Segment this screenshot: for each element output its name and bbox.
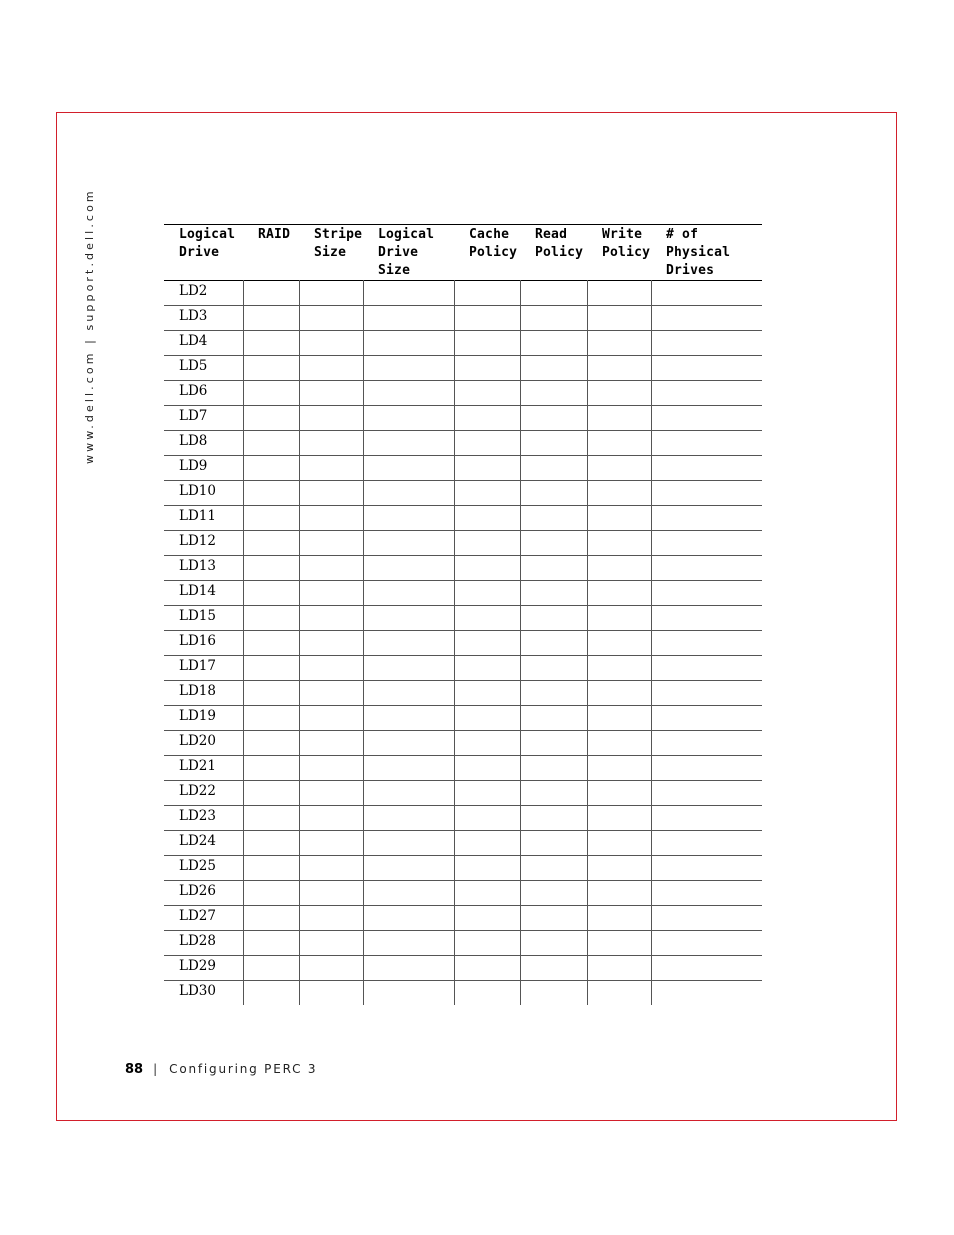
logical-drive-label: LD12 xyxy=(164,531,243,556)
blank-entry-cell xyxy=(243,906,299,931)
blank-entry-cell xyxy=(363,281,454,306)
logical-drive-label: LD10 xyxy=(164,481,243,506)
footer-separator: | xyxy=(153,1062,158,1076)
blank-entry-cell xyxy=(651,281,762,306)
page-footer xyxy=(125,1062,317,1077)
blank-entry-cell xyxy=(299,581,363,606)
blank-entry-cell xyxy=(587,281,651,306)
column-header-line: Policy xyxy=(535,245,584,260)
blank-entry-cell xyxy=(454,981,520,1006)
blank-entry-cell xyxy=(651,556,762,581)
blank-entry-cell xyxy=(299,431,363,456)
table-body xyxy=(164,281,762,1006)
blank-entry-cell xyxy=(363,806,454,831)
blank-entry-cell xyxy=(520,506,587,531)
blank-entry-cell xyxy=(587,756,651,781)
logical-drive-label: LD19 xyxy=(164,706,243,731)
blank-entry-cell xyxy=(587,956,651,981)
blank-entry-cell xyxy=(520,906,587,931)
blank-entry-cell xyxy=(243,956,299,981)
blank-entry-cell xyxy=(587,481,651,506)
column-header-line: Drive Size xyxy=(378,245,419,278)
table-row xyxy=(164,356,762,381)
blank-entry-cell xyxy=(299,906,363,931)
blank-entry-cell xyxy=(299,381,363,406)
blank-entry-cell xyxy=(587,631,651,656)
blank-entry-cell xyxy=(587,431,651,456)
blank-entry-cell xyxy=(587,306,651,331)
blank-entry-cell xyxy=(520,631,587,656)
logical-drive-label: LD17 xyxy=(164,656,243,681)
logical-drive-label: LD18 xyxy=(164,681,243,706)
blank-entry-cell xyxy=(243,356,299,381)
blank-entry-cell xyxy=(520,281,587,306)
blank-entry-cell xyxy=(651,481,762,506)
blank-entry-cell xyxy=(243,406,299,431)
table-row xyxy=(164,756,762,781)
blank-entry-cell xyxy=(299,706,363,731)
blank-entry-cell xyxy=(454,281,520,306)
blank-entry-cell xyxy=(651,456,762,481)
logical-drive-label: LD28 xyxy=(164,931,243,956)
blank-entry-cell xyxy=(243,281,299,306)
blank-entry-cell xyxy=(299,481,363,506)
blank-entry-cell xyxy=(587,506,651,531)
blank-entry-cell xyxy=(299,681,363,706)
blank-entry-cell xyxy=(363,406,454,431)
blank-entry-cell xyxy=(651,981,762,1006)
blank-entry-cell xyxy=(454,706,520,731)
blank-entry-cell xyxy=(363,956,454,981)
table-row xyxy=(164,406,762,431)
logical-drive-label: LD15 xyxy=(164,606,243,631)
table-row xyxy=(164,531,762,556)
blank-entry-cell xyxy=(587,881,651,906)
table-row xyxy=(164,481,762,506)
blank-entry-cell xyxy=(587,781,651,806)
blank-entry-cell xyxy=(363,731,454,756)
blank-entry-cell xyxy=(243,806,299,831)
logical-drive-label: LD14 xyxy=(164,581,243,606)
blank-entry-cell xyxy=(243,856,299,881)
table-row xyxy=(164,856,762,881)
blank-entry-cell xyxy=(651,381,762,406)
blank-entry-cell xyxy=(363,581,454,606)
blank-entry-cell xyxy=(454,831,520,856)
blank-entry-cell xyxy=(520,306,587,331)
blank-entry-cell xyxy=(299,881,363,906)
blank-entry-cell xyxy=(454,456,520,481)
table-row xyxy=(164,956,762,981)
blank-entry-cell xyxy=(520,606,587,631)
blank-entry-cell xyxy=(587,531,651,556)
blank-entry-cell xyxy=(651,756,762,781)
logical-drive-label: LD26 xyxy=(164,881,243,906)
blank-entry-cell xyxy=(363,331,454,356)
blank-entry-cell xyxy=(454,906,520,931)
blank-entry-cell xyxy=(651,731,762,756)
blank-entry-cell xyxy=(299,306,363,331)
blank-entry-cell xyxy=(454,781,520,806)
blank-entry-cell xyxy=(651,856,762,881)
side-url-text: www.dell.com | support.dell.com xyxy=(83,188,96,464)
table-row xyxy=(164,931,762,956)
table-row xyxy=(164,281,762,306)
table-row xyxy=(164,731,762,756)
logical-drive-table xyxy=(164,224,762,1005)
logical-drive-label: LD16 xyxy=(164,631,243,656)
blank-entry-cell xyxy=(243,981,299,1006)
blank-entry-cell xyxy=(651,306,762,331)
blank-entry-cell xyxy=(243,831,299,856)
blank-entry-cell xyxy=(363,556,454,581)
blank-entry-cell xyxy=(520,556,587,581)
blank-entry-cell xyxy=(520,831,587,856)
table-row xyxy=(164,606,762,631)
blank-entry-cell xyxy=(651,431,762,456)
blank-entry-cell xyxy=(299,531,363,556)
logical-drive-label: LD22 xyxy=(164,781,243,806)
table-row xyxy=(164,706,762,731)
blank-entry-cell xyxy=(587,556,651,581)
blank-entry-cell xyxy=(243,381,299,406)
blank-entry-cell xyxy=(520,481,587,506)
blank-entry-cell xyxy=(520,531,587,556)
blank-entry-cell xyxy=(520,706,587,731)
logical-drive-label: LD13 xyxy=(164,556,243,581)
column-header-line: Write xyxy=(602,227,643,242)
blank-entry-cell xyxy=(520,406,587,431)
blank-entry-cell xyxy=(520,756,587,781)
table-row xyxy=(164,456,762,481)
blank-entry-cell xyxy=(454,356,520,381)
blank-entry-cell xyxy=(587,981,651,1006)
blank-entry-cell xyxy=(363,456,454,481)
blank-entry-cell xyxy=(363,856,454,881)
blank-entry-cell xyxy=(587,656,651,681)
column-header xyxy=(520,225,587,281)
blank-entry-cell xyxy=(587,681,651,706)
blank-entry-cell xyxy=(299,331,363,356)
blank-entry-cell xyxy=(454,481,520,506)
logical-drive-label: LD30 xyxy=(179,983,216,999)
blank-entry-cell xyxy=(299,781,363,806)
blank-entry-cell xyxy=(299,731,363,756)
column-header xyxy=(363,225,454,281)
column-header-line: Size xyxy=(314,245,347,260)
blank-entry-cell xyxy=(454,406,520,431)
column-header-line: Policy xyxy=(469,245,518,260)
blank-entry-cell xyxy=(520,331,587,356)
blank-entry-cell xyxy=(243,731,299,756)
logical-drive-label: LD5 xyxy=(164,356,243,381)
column-header xyxy=(299,225,363,281)
blank-entry-cell xyxy=(587,906,651,931)
blank-entry-cell xyxy=(363,381,454,406)
section-title: Configuring PERC 3 xyxy=(169,1062,318,1076)
blank-entry-cell xyxy=(651,531,762,556)
blank-entry-cell xyxy=(363,481,454,506)
logical-drive-label: LD9 xyxy=(164,456,243,481)
table-row xyxy=(164,631,762,656)
blank-entry-cell xyxy=(651,906,762,931)
logical-drive-label: LD4 xyxy=(164,331,243,356)
blank-entry-cell xyxy=(651,881,762,906)
blank-entry-cell xyxy=(651,606,762,631)
blank-entry-cell xyxy=(587,806,651,831)
table-row xyxy=(164,906,762,931)
blank-entry-cell xyxy=(520,681,587,706)
blank-entry-cell xyxy=(363,606,454,631)
logical-drive-label: LD29 xyxy=(164,956,243,981)
blank-entry-cell xyxy=(520,881,587,906)
blank-entry-cell xyxy=(363,306,454,331)
blank-entry-cell xyxy=(454,531,520,556)
blank-entry-cell xyxy=(243,706,299,731)
blank-entry-cell xyxy=(299,456,363,481)
blank-entry-cell xyxy=(520,356,587,381)
blank-entry-cell xyxy=(520,381,587,406)
blank-entry-cell xyxy=(243,881,299,906)
blank-entry-cell xyxy=(454,506,520,531)
column-header-line: Drives xyxy=(666,263,715,278)
blank-entry-cell xyxy=(454,606,520,631)
blank-entry-cell xyxy=(299,931,363,956)
blank-entry-cell xyxy=(243,656,299,681)
blank-entry-cell xyxy=(299,556,363,581)
blank-entry-cell xyxy=(363,881,454,906)
blank-entry-cell xyxy=(454,956,520,981)
logical-drive-label: LD11 xyxy=(164,506,243,531)
blank-entry-cell xyxy=(520,431,587,456)
column-header-line: Logical xyxy=(179,227,236,242)
blank-entry-cell xyxy=(243,681,299,706)
blank-entry-cell xyxy=(299,981,363,1006)
blank-entry-cell xyxy=(454,931,520,956)
blank-entry-cell xyxy=(587,856,651,881)
blank-entry-cell xyxy=(587,731,651,756)
blank-entry-cell xyxy=(243,531,299,556)
blank-entry-cell xyxy=(454,856,520,881)
column-header-line: Logical xyxy=(378,227,435,242)
blank-entry-cell xyxy=(363,931,454,956)
blank-entry-cell xyxy=(243,306,299,331)
blank-entry-cell xyxy=(299,656,363,681)
blank-entry-cell xyxy=(520,781,587,806)
logical-drive-label: LD6 xyxy=(164,381,243,406)
blank-entry-cell xyxy=(651,331,762,356)
blank-entry-cell xyxy=(520,581,587,606)
blank-entry-cell xyxy=(299,956,363,981)
blank-entry-cell xyxy=(299,506,363,531)
table-row xyxy=(164,881,762,906)
logical-drive-label: LD3 xyxy=(164,306,243,331)
blank-entry-cell xyxy=(454,431,520,456)
blank-entry-cell xyxy=(520,981,587,1006)
table-row xyxy=(164,656,762,681)
blank-entry-cell xyxy=(587,931,651,956)
blank-entry-cell xyxy=(243,756,299,781)
blank-entry-cell xyxy=(363,656,454,681)
blank-entry-cell xyxy=(520,656,587,681)
blank-entry-cell xyxy=(651,806,762,831)
table-row xyxy=(164,306,762,331)
blank-entry-cell xyxy=(454,631,520,656)
blank-entry-cell xyxy=(299,856,363,881)
column-header xyxy=(454,225,520,281)
table-row xyxy=(164,681,762,706)
blank-entry-cell xyxy=(651,831,762,856)
blank-entry-cell xyxy=(299,631,363,656)
blank-entry-cell xyxy=(520,456,587,481)
blank-entry-cell xyxy=(243,606,299,631)
table-row xyxy=(164,981,762,1006)
table-row xyxy=(164,431,762,456)
blank-entry-cell xyxy=(651,581,762,606)
blank-entry-cell xyxy=(651,931,762,956)
column-header-line: Cache xyxy=(469,227,510,242)
logical-drive-label: LD23 xyxy=(164,806,243,831)
blank-entry-cell xyxy=(363,906,454,931)
blank-entry-cell xyxy=(243,631,299,656)
blank-entry-cell xyxy=(520,856,587,881)
blank-entry-cell xyxy=(587,831,651,856)
blank-entry-cell xyxy=(520,931,587,956)
column-header-line: Read xyxy=(535,227,568,242)
blank-entry-cell xyxy=(454,331,520,356)
table-row xyxy=(164,381,762,406)
table-header xyxy=(164,225,762,281)
blank-entry-cell xyxy=(363,631,454,656)
blank-entry-cell xyxy=(454,756,520,781)
blank-entry-cell xyxy=(243,781,299,806)
blank-entry-cell xyxy=(363,781,454,806)
column-header-line: # of Physical xyxy=(666,227,731,260)
logical-drive-label: LD8 xyxy=(164,431,243,456)
blank-entry-cell xyxy=(587,381,651,406)
blank-entry-cell xyxy=(520,806,587,831)
page-number: 88 xyxy=(125,1062,144,1077)
table-row xyxy=(164,781,762,806)
blank-entry-cell xyxy=(243,331,299,356)
blank-entry-cell xyxy=(587,581,651,606)
logical-drive-label: LD7 xyxy=(164,406,243,431)
blank-entry-cell xyxy=(520,731,587,756)
blank-entry-cell xyxy=(587,331,651,356)
blank-entry-cell xyxy=(363,531,454,556)
blank-entry-cell xyxy=(454,306,520,331)
blank-entry-cell xyxy=(651,506,762,531)
blank-entry-cell xyxy=(651,656,762,681)
blank-entry-cell xyxy=(299,281,363,306)
side-url xyxy=(83,188,99,464)
blank-entry-cell xyxy=(651,631,762,656)
blank-entry-cell xyxy=(299,356,363,381)
column-header xyxy=(651,225,762,281)
blank-entry-cell xyxy=(651,706,762,731)
blank-entry-cell xyxy=(243,556,299,581)
blank-entry-cell xyxy=(363,506,454,531)
blank-entry-cell xyxy=(520,956,587,981)
blank-entry-cell xyxy=(454,806,520,831)
blank-entry-cell xyxy=(243,931,299,956)
table-row xyxy=(164,506,762,531)
table-row xyxy=(164,806,762,831)
blank-entry-cell xyxy=(454,581,520,606)
column-header xyxy=(587,225,651,281)
blank-entry-cell xyxy=(651,356,762,381)
table-row xyxy=(164,581,762,606)
blank-entry-cell xyxy=(651,681,762,706)
blank-entry-cell xyxy=(651,406,762,431)
blank-entry-cell xyxy=(299,831,363,856)
blank-entry-cell xyxy=(587,406,651,431)
blank-entry-cell xyxy=(299,806,363,831)
blank-entry-cell xyxy=(363,756,454,781)
column-header xyxy=(243,225,299,281)
blank-entry-cell xyxy=(243,431,299,456)
blank-entry-cell xyxy=(243,456,299,481)
table-row xyxy=(164,556,762,581)
column-header-line: Policy xyxy=(602,245,651,260)
blank-entry-cell xyxy=(363,981,454,1006)
blank-entry-cell xyxy=(651,781,762,806)
blank-entry-cell xyxy=(363,831,454,856)
blank-entry-cell xyxy=(299,756,363,781)
blank-entry-cell xyxy=(587,606,651,631)
logical-drive-label: LD24 xyxy=(164,831,243,856)
blank-entry-cell xyxy=(454,381,520,406)
logical-drive-label: LD27 xyxy=(164,906,243,931)
blank-entry-cell xyxy=(454,681,520,706)
column-header-line: Drive xyxy=(179,245,220,260)
blank-entry-cell xyxy=(651,956,762,981)
blank-entry-cell xyxy=(454,556,520,581)
blank-entry-cell xyxy=(454,731,520,756)
table-row xyxy=(164,331,762,356)
blank-entry-cell xyxy=(299,406,363,431)
blank-entry-cell xyxy=(587,706,651,731)
logical-drive-label: LD25 xyxy=(164,856,243,881)
column-header-line: RAID xyxy=(258,227,291,242)
table-row xyxy=(164,831,762,856)
blank-entry-cell xyxy=(243,506,299,531)
blank-entry-cell xyxy=(587,356,651,381)
blank-entry-cell xyxy=(587,456,651,481)
logical-drive-label: LD21 xyxy=(164,756,243,781)
blank-entry-cell xyxy=(299,606,363,631)
blank-entry-cell xyxy=(363,431,454,456)
column-header xyxy=(164,225,243,281)
blank-entry-cell xyxy=(363,706,454,731)
blank-entry-cell xyxy=(363,681,454,706)
blank-entry-cell xyxy=(363,356,454,381)
logical-drive-label: LD20 xyxy=(164,731,243,756)
column-header-line: Stripe xyxy=(314,227,363,242)
blank-entry-cell xyxy=(243,481,299,506)
blank-entry-cell xyxy=(454,881,520,906)
blank-entry-cell xyxy=(243,581,299,606)
logical-drive-label: LD2 xyxy=(164,281,243,306)
blank-entry-cell xyxy=(454,656,520,681)
